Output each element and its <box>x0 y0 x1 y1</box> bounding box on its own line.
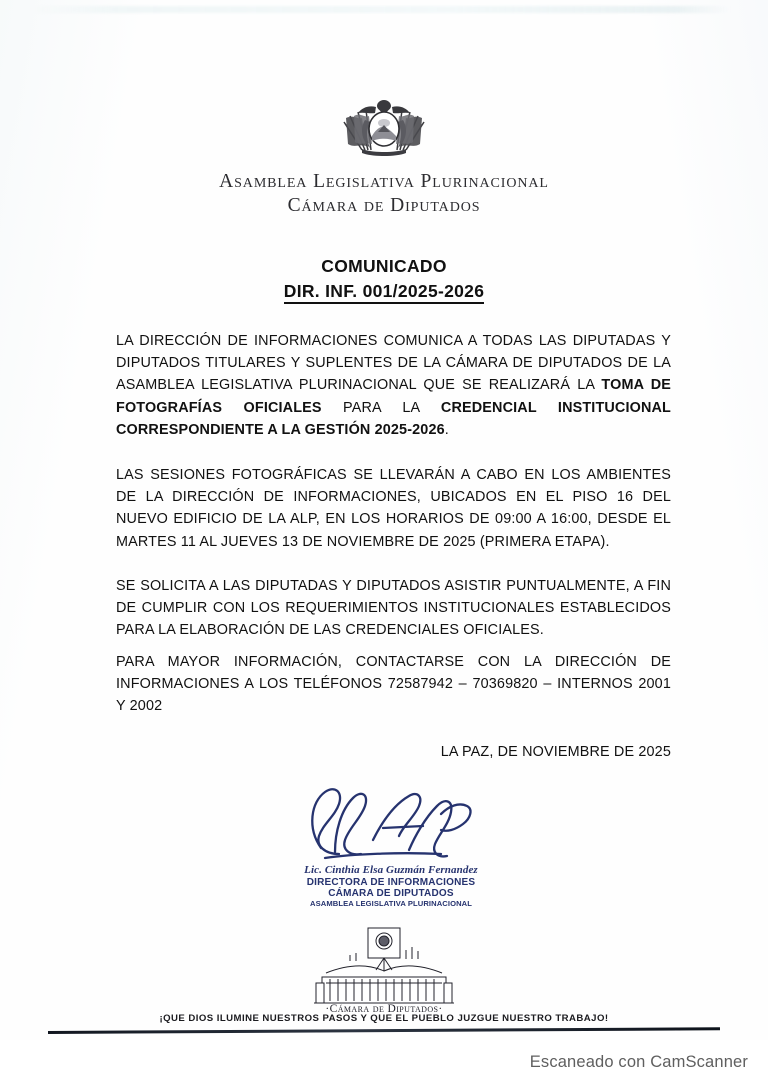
footer-logo-caption: ·Cámara de Diputados· <box>325 1003 443 1013</box>
p4-text: PARA MAYOR INFORMACIÓN, CONTACTARSE CON LA DIRECCIÓN DE INFORMACIONES A LOS TELÉFONOS 72587942 – 70369820 – INTERNOS 2001 Y 2002 <box>116 654 671 715</box>
p2-text: LAS SESIONES FOTOGRÁFICAS SE LLEVARÁN A CABO EN LOS AMBIENTES DE LA DIRECCIÓN DE INFORMACIONES, UBICADOS EN EL PISO 16 DEL NUEVO EDIFICIO DE LA ALP, EN LOS HORARIOS DE 09:00 A 16:00, DESDE EL MARTES 11 AL JUEVES 13 DE NOVIEMBRE DE 2025 (PRIMERA ETAPA). <box>116 467 671 550</box>
camara-de-diputados-palace-logo-icon <box>286 925 482 1018</box>
p1-text-part3: . <box>444 421 449 438</box>
signer-chamber: CÁMARA DE DIPUTADOS <box>328 888 454 900</box>
paragraph-request <box>116 575 671 642</box>
institution-title <box>0 170 768 218</box>
place-and-date: LA PAZ, DE NOVIEMBRE DE 2025 <box>440 744 671 760</box>
page-title: COMUNICADO <box>321 256 447 276</box>
signer-name: Lic. Cinthia Elsa Guzmán Fernandez <box>304 864 478 876</box>
p1-emphasis-photo-session: TOMA DE FOTOGRAFÍAS OFICIALES <box>116 377 671 416</box>
header-crest-container <box>0 96 768 167</box>
p1-emphasis-credential: CREDENCIAL INSTITUCIONAL CORRESPONDIENTE A LA GESTIÓN 2025-2026 <box>116 399 671 438</box>
document-reference-number <box>0 281 768 302</box>
handwritten-signature-icon <box>286 770 496 870</box>
p1-text-part2: PARA LA <box>321 399 441 416</box>
paragraph-announcement <box>116 330 671 441</box>
bolivia-coat-of-arms-icon <box>332 96 436 167</box>
paragraph-contact <box>116 651 671 718</box>
footer-motto: ¡QUE DIOS ILUMINE NUESTROS PASOS Y QUE EL PUEBLO JUZGUE NUESTRO TRABAJO! <box>159 1013 609 1024</box>
footer-divider <box>48 1027 720 1034</box>
official-stamp <box>286 864 496 909</box>
p1-text-part1: LA DIRECCIÓN DE INFORMACIONES COMUNICA A TODAS LAS DIPUTADAS Y DIPUTADOS TITULARES Y SUPLENTES DE LA CÁMARA DE DIPUTADOS DE LA ASAMBLEA LEGISLATIVA PLURINACIONAL QUE SE REALIZARÁ LA <box>116 333 671 394</box>
signer-assembly: ASAMBLEA LEGISLATIVA PLURINACIONAL <box>309 898 473 908</box>
footer-logo-container <box>0 925 768 1018</box>
institution-line-2: Cámara de Diputados <box>287 194 481 216</box>
p3-text: SE SOLICITA A LAS DIPUTADAS Y DIPUTADOS ASISTIR PUNTUALMENTE, A FIN DE CUMPLIR CON LOS REQUERIMIENTOS INSTITUCIONALES ESTABLECIDOS PARA LA ELABORACIÓN DE LAS CREDENCIALES OFICIALES. <box>116 578 671 639</box>
camscanner-watermark: Escaneado con CamScanner <box>529 1053 748 1071</box>
signature-block <box>286 770 496 909</box>
paragraph-schedule <box>116 464 671 553</box>
paper-edge <box>30 6 730 13</box>
signer-role: DIRECTORA DE INFORMACIONES <box>306 876 476 888</box>
institution-line-1: Asamblea Legislativa Plurinacional <box>219 171 549 192</box>
document-reference-underlined: DIR. INF. 001/2025-2026 <box>284 281 485 304</box>
